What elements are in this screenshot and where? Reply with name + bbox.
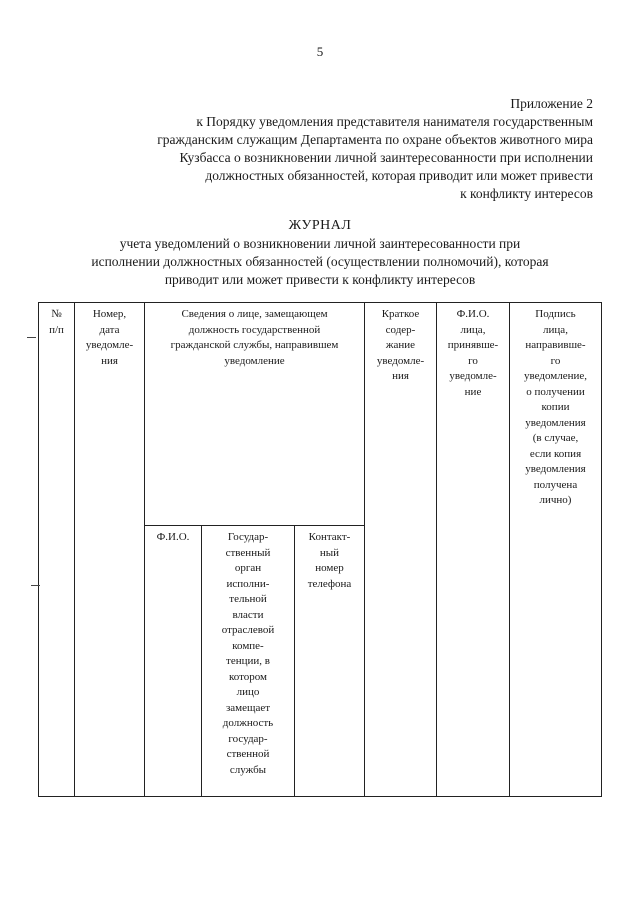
cell-text-line: уведомления: [525, 463, 586, 475]
cell-text-line: копии: [541, 401, 570, 413]
cell-text-line: лицо: [236, 686, 260, 698]
cell-text-line: содер-: [385, 323, 416, 336]
cell-text-line: должность: [222, 717, 274, 729]
cell-text-line: гражданской службы, направившем: [170, 339, 339, 351]
cell-text-line: должность государственной: [188, 323, 321, 336]
cell-text-line: номер: [315, 562, 344, 574]
page-number: 5: [316, 44, 324, 59]
cell-text-line: (в случае,: [532, 432, 579, 444]
cell-text-line: уведомле-: [449, 370, 497, 382]
journal-subtitle-line: учета уведомлений о возникновении личной заинтересованности при: [119, 236, 521, 251]
header-cell-number-date: [75, 303, 145, 797]
cell-text-line: жание: [385, 339, 416, 351]
journal-table: [38, 302, 602, 797]
appendix-line: к конфликту интересов: [460, 186, 593, 201]
cell-text-line: службы: [229, 763, 267, 776]
journal-subtitle-line: исполнении должностных обязанностей (осуществлении полномочий), которая: [91, 254, 549, 269]
cell-text-line: тельной: [229, 593, 267, 605]
cell-text-line: ние: [464, 385, 482, 398]
subheader-cell-authority: [202, 526, 295, 797]
header-cell-signature: [510, 303, 602, 797]
cell-text-line: Контакт-: [308, 531, 351, 543]
cell-text-line: п/п: [49, 323, 64, 336]
cell-text-line: лица,: [543, 323, 568, 336]
cell-text-line: ния: [392, 370, 409, 382]
cell-text-line: о получении: [526, 385, 585, 398]
cell-text-line: лично): [539, 494, 572, 506]
cell-text-line: ния: [101, 354, 118, 367]
cell-text-line: уведомление,: [524, 370, 587, 382]
cell-text-line: Сведения о лице, замещающем: [181, 308, 328, 320]
subheader-cell-phone: [295, 526, 365, 797]
cell-text-line: ный: [319, 546, 340, 559]
cell-text-line: ственной: [226, 748, 270, 760]
cell-text-line: замещает: [225, 701, 271, 714]
margin-mark: [27, 337, 36, 338]
cell-text-line: тенции, в: [226, 655, 270, 667]
journal-title: ЖУРНАЛ: [288, 218, 352, 233]
header-cell-receiver: [437, 303, 510, 797]
cell-text-line: Государ-: [227, 531, 269, 543]
cell-text-line: отраслевой: [221, 624, 275, 636]
appendix-line: гражданским служащим Департамента по охране объектов животного мира: [157, 132, 593, 147]
subheader-cell-fio: [145, 526, 202, 797]
cell-text-line: Номер,: [92, 308, 127, 320]
cell-text-line: №: [51, 308, 62, 320]
appendix-line: должностных обязанностей, которая приводит или может привести: [205, 168, 593, 183]
cell-text-line: Краткое: [381, 308, 420, 320]
cell-text-line: уведомление: [224, 354, 285, 367]
cell-text-line: уведомления: [525, 416, 586, 429]
cell-text-line: Ф.И.О.: [156, 531, 190, 543]
cell-text-line: Ф.И.О.: [456, 308, 490, 320]
cell-text-line: получена: [533, 478, 578, 491]
journal-subtitle-line: приводит или может привести к конфликту интересов: [164, 272, 476, 287]
cell-text-line: направивше-: [525, 339, 586, 351]
cell-text-line: государ-: [228, 732, 268, 745]
cell-text-line: уведомле-: [376, 354, 425, 367]
cell-text-line: уведомле-: [85, 339, 134, 351]
header-cell-number: [39, 303, 75, 797]
journal-subtitle: [40, 235, 600, 289]
cell-text-line: дата: [99, 323, 120, 336]
cell-text-line: исполни-: [226, 577, 270, 590]
cell-text-line: если копия: [529, 447, 582, 460]
appendix-header: [73, 95, 593, 203]
cell-text-line: телефона: [307, 577, 352, 590]
cell-text-line: власти: [232, 608, 264, 621]
header-cell-person-info: [145, 303, 365, 526]
margin-mark: [31, 585, 40, 586]
cell-text-line: Подпись: [535, 308, 576, 320]
cell-text-line: компе-: [232, 639, 264, 652]
header-cell-summary: [365, 303, 437, 797]
appendix-line: к Порядку уведомления представителя нанимателя государственным: [196, 114, 593, 129]
cell-text-line: котором: [228, 670, 268, 683]
cell-text-line: орган: [234, 562, 262, 574]
appendix-line: Приложение 2: [510, 96, 593, 111]
cell-text-line: го: [468, 354, 478, 367]
cell-text-line: лица,: [460, 323, 486, 336]
cell-text-line: го: [550, 354, 561, 367]
cell-text-line: принявше-: [447, 339, 499, 351]
cell-text-line: ственный: [225, 546, 271, 559]
appendix-line: Кузбасса о возникновении личной заинтересованности при исполнении: [179, 150, 593, 165]
